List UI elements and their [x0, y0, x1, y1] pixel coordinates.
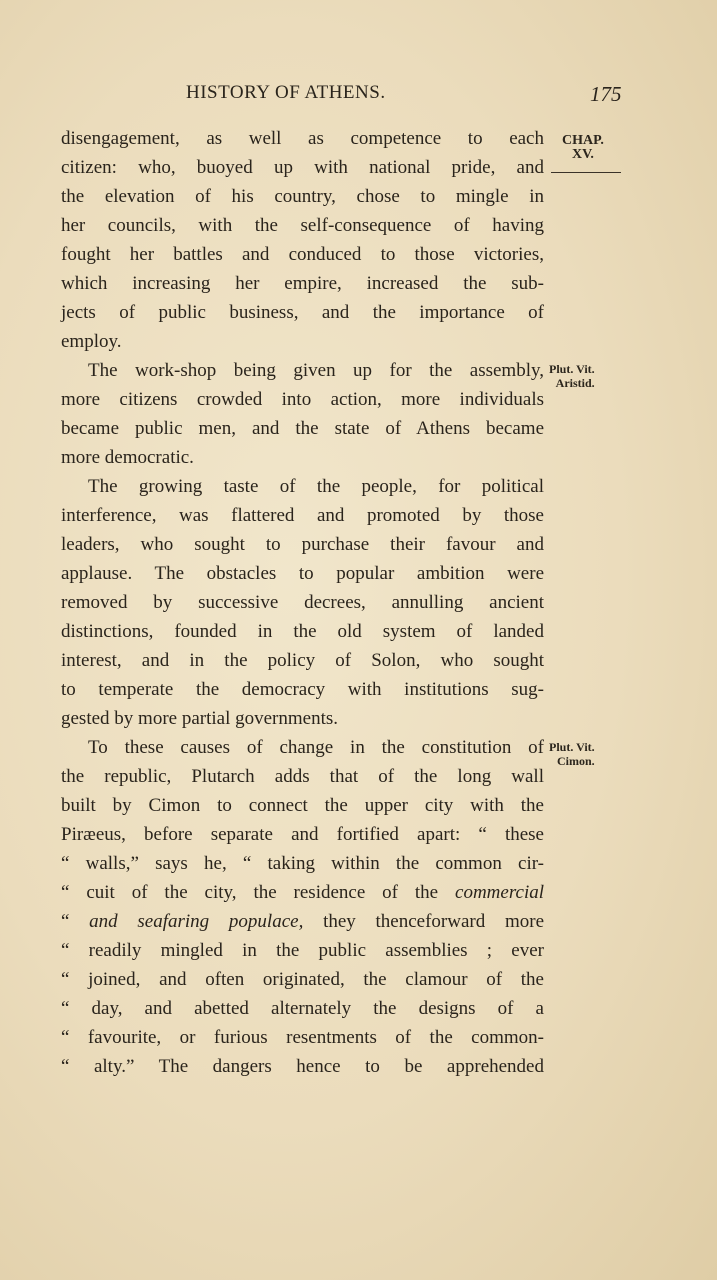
text-line: The growing taste of the people, for political — [88, 476, 544, 497]
chapter-marker — [562, 134, 604, 162]
text-line — [61, 878, 544, 907]
text-line: became public men, and the state of Athens became — [61, 418, 544, 439]
quote-mark: “ — [61, 911, 70, 932]
text-line: “ joined, and often originated, the clamour of the — [61, 969, 544, 990]
text-line: interest, and in the policy of Solon, who sought — [61, 650, 544, 671]
chapter-label: CHAP. — [562, 133, 604, 148]
text-line: the elevation of his country, chose to mingle in — [61, 186, 544, 207]
text-line: built by Cimon to connect the upper city with the — [61, 795, 544, 816]
text-line: To these causes of change in the constitution of — [88, 737, 544, 758]
text-fragment: they thenceforward more — [323, 911, 544, 932]
body-text — [61, 124, 544, 1081]
text-line: fought her battles and conduced to those victories, — [61, 244, 544, 265]
marginal-note-line: Plut. Vit. — [549, 362, 595, 376]
text-line: more citizens crowded into action, more individuals — [61, 389, 544, 410]
marginal-note-line: Cimon. — [557, 754, 595, 768]
text-line: applause. The obstacles to popular ambition were — [61, 563, 544, 584]
text-line: her councils, with the self-consequence of having — [61, 215, 544, 236]
text-line: more democratic. — [61, 447, 194, 468]
text-line: employ. — [61, 331, 122, 352]
text-line: citizen: who, buoyed up with national pride, and — [61, 157, 544, 178]
text-line: interference, was flattered and promoted by those — [61, 505, 544, 526]
text-line: distinctions, founded in the old system of landed — [61, 621, 544, 642]
text-line: “ favourite, or furious resentments of the common- — [61, 1027, 544, 1048]
text-line: removed by successive decrees, annulling ancient — [61, 592, 544, 613]
text-line: The work-shop being given up for the assembly, — [88, 360, 544, 381]
italic-phrase: commercial — [455, 882, 545, 903]
text-line: leaders, who sought to purchase their favour and — [61, 534, 544, 555]
text-fragment: “ cuit of the city, the residence of the — [61, 882, 439, 903]
text-line: to temperate the democracy with institutions sug- — [61, 679, 544, 700]
text-line: “ readily mingled in the public assemblies ; ever — [61, 940, 544, 961]
text-line — [61, 907, 544, 936]
text-line: “ walls,” says he, “ taking within the common cir- — [61, 853, 544, 874]
text-line: gested by more partial governments. — [61, 708, 339, 729]
marginal-note-aristid — [549, 362, 595, 390]
marginal-note-cimon — [549, 740, 595, 768]
text-line: jects of public business, and the importance of — [61, 302, 544, 323]
marginal-note-line: Plut. Vit. — [549, 740, 595, 754]
marginal-note-line: Aristid. — [555, 376, 595, 390]
chapter-number: XV. — [571, 147, 594, 162]
text-line: Piræeus, before separate and fortified apart: “ these — [61, 824, 544, 845]
text-line: “ day, and abetted alternately the designs of a — [61, 998, 544, 1019]
italic-phrase: and seafaring populace, — [89, 911, 304, 932]
text-line: which increasing her empire, increased the sub- — [61, 273, 544, 294]
chapter-rule — [551, 172, 621, 173]
text-line: disengagement, as well as competence to each — [61, 128, 544, 149]
page-number: 175 — [590, 82, 622, 106]
running-title: HISTORY OF ATHENS. — [186, 82, 386, 103]
text-line: the republic, Plutarch adds that of the long wall — [61, 766, 544, 787]
text-line: “ alty.” The dangers hence to be apprehended — [61, 1056, 544, 1077]
